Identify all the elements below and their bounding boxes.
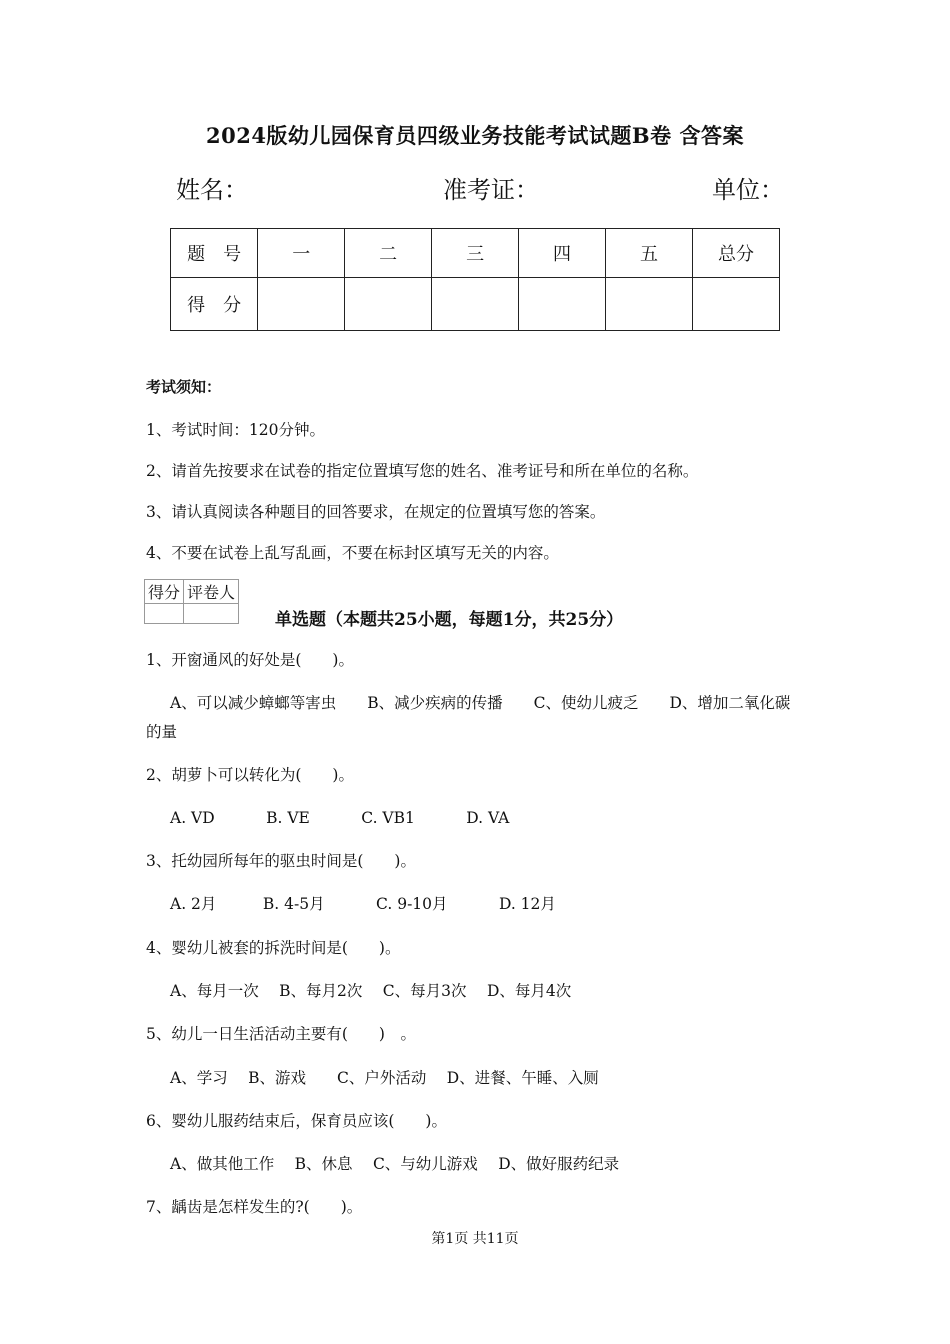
score-table-header-cell: 题 号 — [171, 229, 258, 278]
grader-box — [144, 579, 239, 624]
score-table-header-cell: 总分 — [692, 229, 779, 278]
notice-item: 1、考试时间：120分钟。 — [146, 421, 325, 439]
score-cell[interactable] — [519, 278, 606, 331]
score-table-header-row — [171, 229, 780, 278]
notice-item: 2、请首先按要求在试卷的指定位置填写您的姓名、准考证号和所在单位的名称。 — [146, 462, 699, 480]
question-stem: 2、胡萝卜可以转化为( )。 — [146, 766, 354, 784]
score-table-header-cell: 一 — [258, 229, 345, 278]
page-title: 2024版幼儿园保育员四级业务技能考试试题B卷 含答案 — [205, 123, 744, 148]
grader-name-cell[interactable] — [184, 604, 239, 624]
question-options-continued: 的量 — [146, 723, 178, 741]
question-stem: 1、开窗通风的好处是( )。 — [146, 651, 354, 669]
question-options: A、可以减少蟑螂等害虫 B、减少疾病的传播 C、使幼儿疲乏 D、增加二氧化碳 — [170, 694, 791, 712]
score-table-score-row — [171, 278, 780, 331]
question-stem: 5、幼儿一日生活活动主要有( ) 。 — [146, 1025, 416, 1043]
score-cell[interactable] — [345, 278, 432, 331]
score-table-header-cell: 五 — [606, 229, 693, 278]
score-cell[interactable] — [258, 278, 345, 331]
exam-id-field-label: 准考证： — [443, 176, 539, 204]
question-options: A. 2月 B. 4-5月 C. 9-10月 D. 12月 — [170, 895, 556, 913]
question-stem: 3、托幼园所每年的驱虫时间是( )。 — [146, 852, 416, 870]
score-table-header-cell: 二 — [345, 229, 432, 278]
question-stem: 6、婴幼儿服药结束后，保育员应该( )。 — [146, 1112, 447, 1130]
score-table-header-cell: 四 — [519, 229, 606, 278]
question-options: A、学习 B、游戏 C、户外活动 D、进餐、午睡、入厕 — [170, 1069, 599, 1087]
section-title: 单选题（本题共25小题，每题1分，共25分） — [275, 610, 624, 630]
score-row-label: 得 分 — [171, 278, 258, 331]
score-cell[interactable] — [692, 278, 779, 331]
notice-heading: 考试须知： — [146, 378, 222, 396]
question-stem: 4、婴幼儿被套的拆洗时间是( )。 — [146, 939, 401, 957]
notice-item: 4、不要在试卷上乱写乱画，不要在标封区填写无关的内容。 — [146, 544, 559, 562]
score-cell[interactable] — [432, 278, 519, 331]
name-field-label: 姓名： — [176, 176, 248, 204]
question-options: A、做其他工作 B、休息 C、与幼儿游戏 D、做好服药纪录 — [170, 1155, 620, 1173]
score-table — [170, 228, 780, 331]
notice-item: 3、请认真阅读各种题目的回答要求，在规定的位置填写您的答案。 — [146, 503, 606, 521]
question-stem: 7、龋齿是怎样发生的?( )。 — [146, 1198, 363, 1216]
score-cell[interactable] — [606, 278, 693, 331]
grader-score-label: 得分 — [145, 580, 184, 604]
grader-score-cell[interactable] — [145, 604, 184, 624]
score-table-header-cell: 三 — [432, 229, 519, 278]
grader-name-label: 评卷人 — [184, 580, 239, 604]
page-footer: 第1页 共11页 — [431, 1231, 519, 1247]
question-options: A. VD B. VE C. VB1 D. VA — [170, 809, 510, 827]
unit-field-label: 单位： — [712, 176, 784, 204]
question-options: A、每月一次 B、每月2次 C、每月3次 D、每月4次 — [170, 982, 572, 1000]
